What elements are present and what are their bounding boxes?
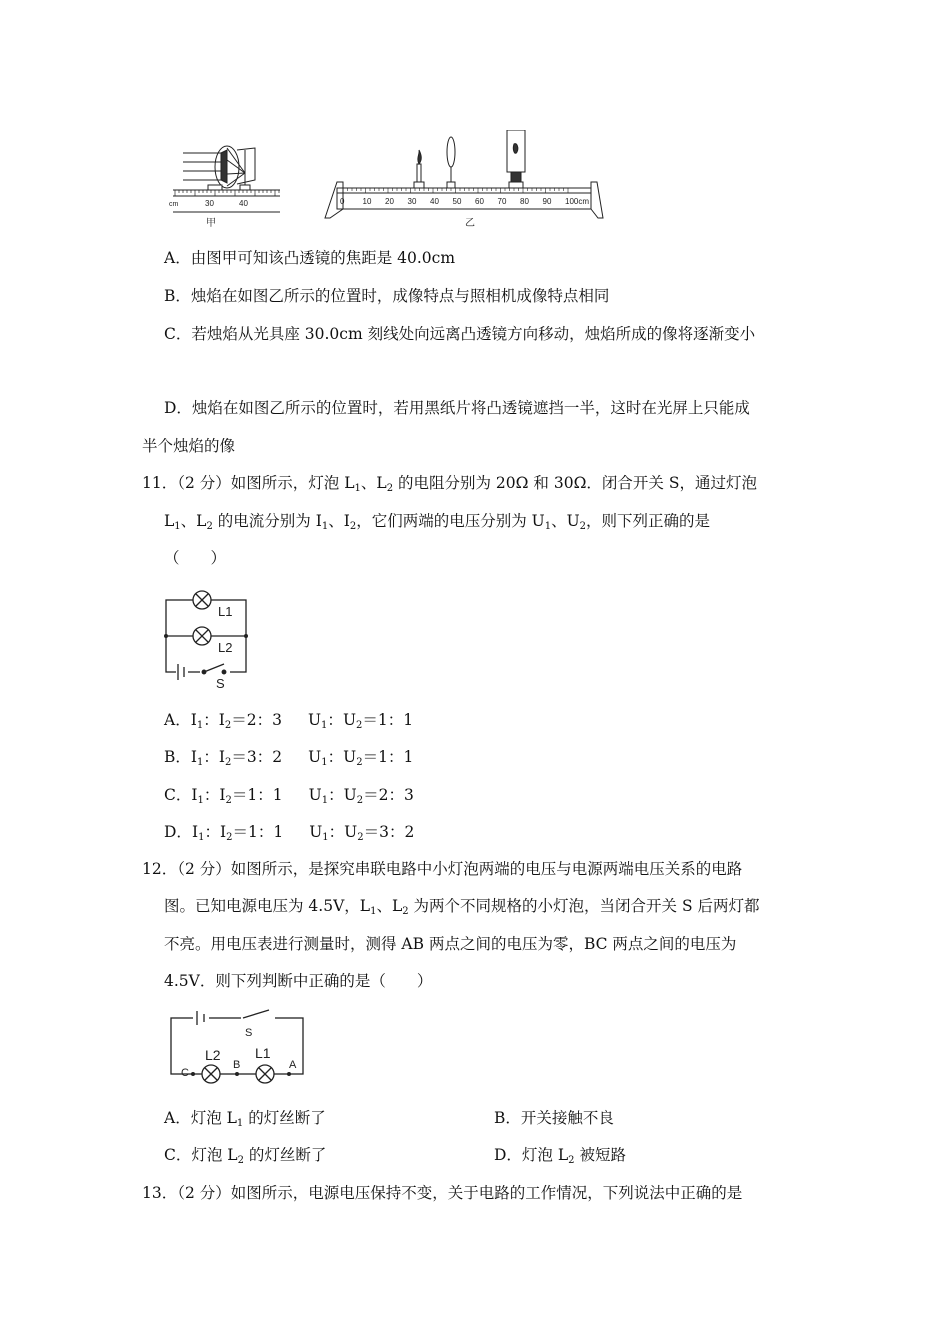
jia-tick-30: 30 — [205, 199, 214, 208]
yi-ruler-ticks — [343, 188, 568, 193]
q12-option-b[interactable]: B．开关接触不良 — [494, 1109, 614, 1127]
voltage-ratio: 1：1 — [377, 711, 414, 729]
q11-answer-paren: （ ） — [164, 549, 227, 567]
q12-label-a: A — [289, 1059, 297, 1071]
q12-option-d[interactable]: D．灯泡 $L_2$ 被短路 — [494, 1146, 626, 1166]
yi-tick-label: 50 — [452, 197, 462, 206]
q13-score: （2 分） — [177, 1184, 231, 1202]
q12-circuit-figure — [165, 1006, 315, 1088]
q10-option-a[interactable]: A．由图甲可知该凸透镜的焦距是 40.0cm — [164, 249, 456, 267]
q10-option-c[interactable]: C．若烛焰从光具座 30.0cm 刻线处向远离凸透镜方向移动，烛焰所成的像将逐渐变小 — [164, 325, 756, 343]
voltage-ratio: 3：2 — [379, 823, 415, 841]
q12-label-l1: L1 — [255, 1045, 271, 1061]
q11-option[interactable]: B．$I_1$：$I_2=3$：2 $U_1$：$U_2=1$：1 — [164, 748, 414, 768]
yi-tick-label: 80 — [520, 197, 529, 206]
jia-ruler-ticks — [175, 190, 279, 196]
q11-label-s: S — [216, 676, 225, 690]
current-ratio: 3：2 — [246, 748, 283, 766]
figure-jia — [173, 146, 280, 212]
jia-tick-40: 40 — [239, 199, 248, 208]
q12-option-a[interactable]: A．灯泡 $L_1$ 的灯丝断了 — [164, 1109, 326, 1129]
q11-label-l1: L1 — [218, 604, 233, 619]
yi-tick-labels — [340, 197, 589, 206]
q10-figure — [165, 130, 615, 230]
yi-tick-label: 70 — [497, 197, 507, 206]
q12-stem-line2: 图。已知电源电压为 4.5V，$L_1$、$L_2$ 为两个不同规格的小灯泡，当闭合开关 S 后两灯都 — [164, 897, 760, 917]
figure-label-jia: 甲 — [206, 218, 216, 229]
q12-label-c: C — [181, 1067, 189, 1079]
q10-option-d-line2: 半个烛焰的像 — [142, 437, 236, 455]
q12-option-c[interactable]: C．灯泡 $L_2$ 的灯丝断了 — [164, 1146, 327, 1166]
jia-unit-label: cm — [169, 201, 179, 208]
q11-option[interactable]: C．$I_1$：$I_2=1$：1 $U_1$：$U_2=2$：3 — [164, 786, 414, 806]
voltage-ratio: 2：3 — [378, 786, 414, 804]
q11-stem-line1: 11．（2 分）如图所示，灯泡 $L_1$、$L_2$ 的电阻分别为 20Ω 和 30Ω．闭合开关 S，通过灯泡 — [142, 474, 757, 494]
q12-number: 12． — [142, 860, 178, 878]
voltage-ratio: 1：1 — [378, 748, 414, 766]
yi-tick-label: 90 — [542, 197, 552, 206]
q11-stem-line2: $L_1$、$L_2$ 的电流分别为 $I_1$、$I_2$，它们两端的电压分别为 $U_1$、$U_2$，则下列正确的是 — [164, 512, 711, 532]
yi-tick-label: 60 — [475, 197, 484, 206]
yi-tick-label: 40 — [430, 197, 439, 206]
q11-circuit-figure — [160, 586, 280, 690]
q12-label-s: S — [245, 1027, 253, 1039]
q12-score: （2 分） — [177, 860, 231, 878]
q10-option-b[interactable]: B．烛焰在如图乙所示的位置时，成像特点与照相机成像特点相同 — [164, 287, 610, 305]
q12-stem-line4: 4.5V．则下列判断中正确的是（ ） — [164, 972, 433, 990]
yi-tick-label: 30 — [407, 197, 417, 206]
q11-score: （2 分） — [177, 474, 231, 492]
yi-tick-label: 0 — [340, 197, 345, 206]
q13-number: 13． — [142, 1184, 178, 1202]
q12-label-b: B — [233, 1059, 241, 1071]
yi-tick-label: 10 — [362, 197, 372, 206]
q12-stem-line1: 12．（2 分）如图所示，是探究串联电路中小灯泡两端的电压与电源两端电压关系的电路 — [142, 860, 743, 878]
yi-tick-label: 20 — [385, 197, 394, 206]
current-ratio: 1：1 — [247, 786, 283, 804]
figure-label-yi: 乙 — [465, 218, 475, 229]
q12-label-l2: L2 — [205, 1047, 221, 1063]
q13-stem-line1: 13．（2 分）如图所示，电源电压保持不变，关于电路的工作情况，下列说法中正确的是 — [142, 1184, 743, 1202]
q10-option-d-line1[interactable]: D．烛焰在如图乙所示的位置时，若用黑纸片将凸透镜遮挡一半，这时在光屏上只能成 — [164, 399, 750, 417]
q12-stem-line3: 不亮。用电压表进行测量时，测得 AB 两点之间的电压为零，BC 两点之间的电压为 — [164, 935, 737, 953]
current-ratio: 1：1 — [247, 823, 284, 841]
q11-number: 11． — [142, 474, 178, 492]
current-ratio: 2：3 — [246, 711, 282, 729]
yi-tick-label: 100cm — [565, 197, 590, 206]
q11-option[interactable]: D．$I_1$：$I_2=1$：1 $U_1$：$U_2=3$：2 — [164, 823, 415, 843]
q11-option[interactable]: A．$I_1$：$I_2=2$：3 $U_1$：$U_2=1$：1 — [164, 711, 414, 731]
q11-label-l2: L2 — [218, 640, 233, 655]
